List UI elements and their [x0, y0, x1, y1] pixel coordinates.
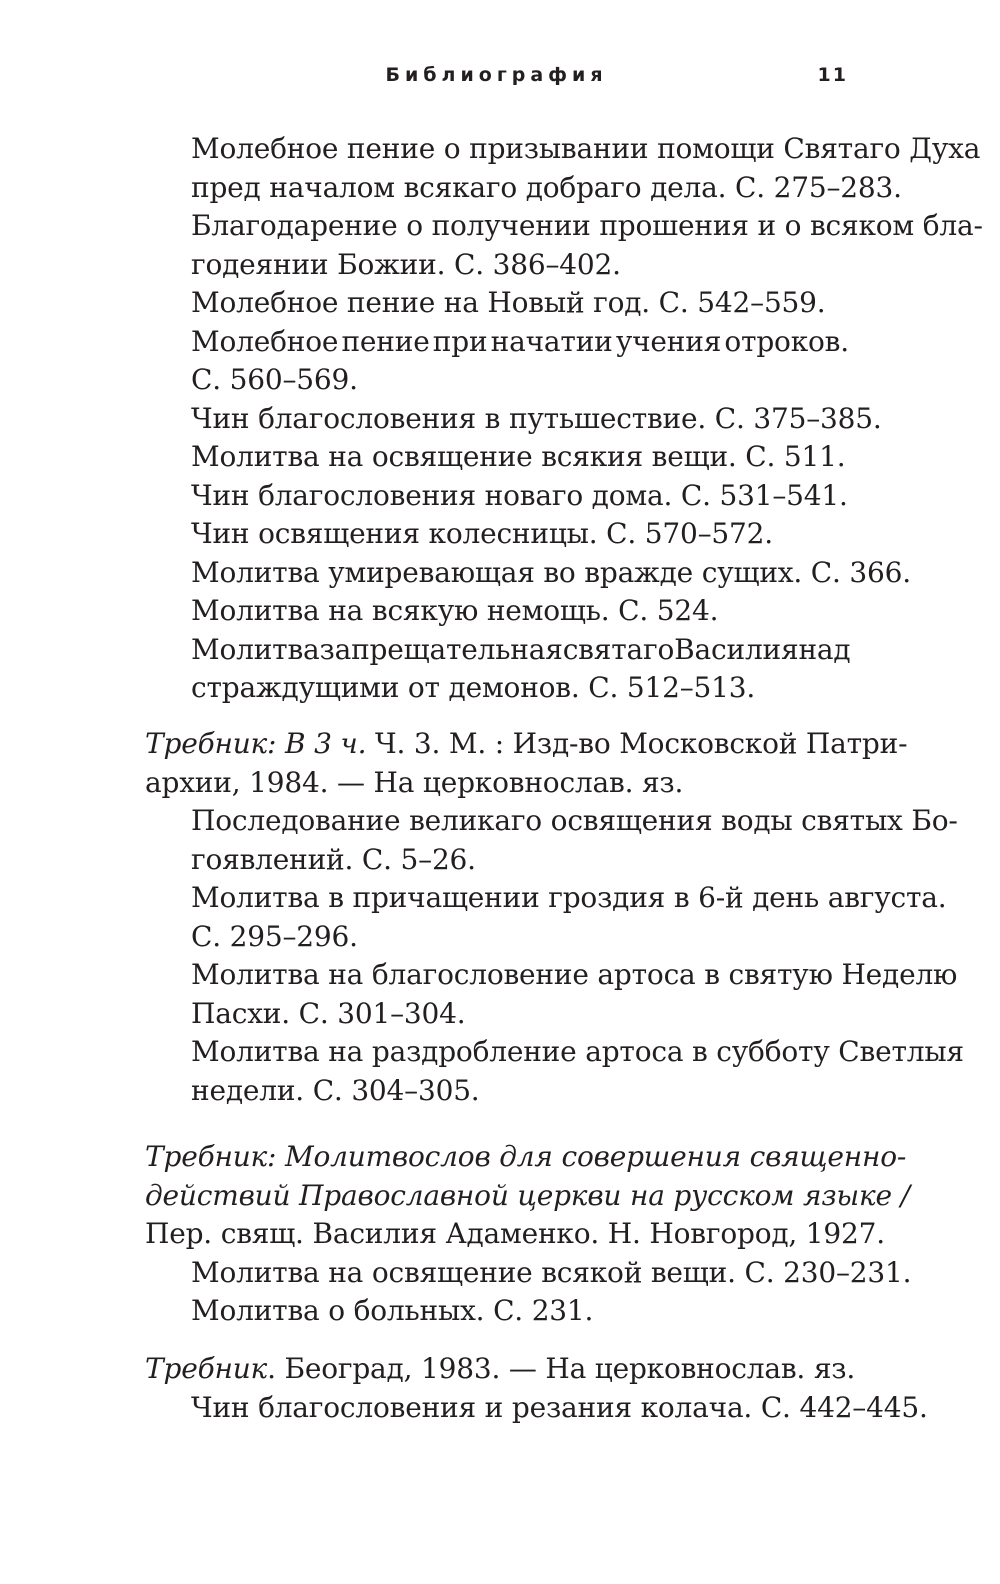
page-number: 11 — [817, 64, 848, 86]
word: учения — [615, 324, 722, 358]
list-item: страждущими от демонов. С. 512–513. — [191, 671, 756, 704]
list-item: Молитва на раздробление артоса в субботу Светлыя — [191, 1035, 964, 1068]
list-item: Молитва на освящение всякия вещи. С. 511. — [191, 440, 846, 473]
list-item: Чин освящения колесницы. С. 570–572. — [191, 517, 773, 550]
list-item: Последование великаго освящения воды святых Бо- — [191, 804, 958, 837]
word: Молебное — [191, 324, 339, 358]
list-item-justified — [145, 631, 849, 670]
bibliography-entry-beograd — [145, 1350, 928, 1427]
bibliography-entry-trebnik-3 — [145, 725, 964, 1110]
word: над — [798, 632, 851, 666]
page-header — [145, 64, 848, 100]
entry-title-rest: Ч. 3. М. : Изд-во Московской Патри- — [366, 727, 908, 760]
list-item: С. 560–569. — [191, 363, 358, 396]
list-item: Молебное пение о призывании помощи Святаго Духа — [191, 132, 981, 165]
list-item: годеянии Божии. С. 386–402. — [191, 247, 621, 281]
list-item: пред началом всякаго добраго дела. С. 275–283. — [191, 170, 902, 204]
list-item-justified — [145, 323, 849, 362]
entry-title: Требник: Молитвослов для совершения священно- — [145, 1140, 907, 1173]
word: при — [432, 324, 488, 358]
list-item: гоявлений. С. 5–26. — [191, 842, 476, 876]
list-item: Молебное пение на Новый год. С. 542–559. — [191, 286, 826, 319]
list-item: Чин благословения и резания колача. С. 442–445. — [191, 1390, 928, 1424]
entry-title-continued: действий Православной церкви на русском языке / — [145, 1178, 910, 1212]
list-item: С. 295–296. — [191, 919, 358, 953]
word: начатии — [490, 324, 613, 358]
entry-title-italic: Требник — [145, 1352, 268, 1385]
list-item: Пасхи. С. 301–304. — [191, 996, 466, 1030]
list-item: Молитва в причащении гроздия в 6-й день августа. — [191, 881, 947, 914]
entry-title-rest: . Београд, 1983. — На церковнослав. яз. — [267, 1352, 856, 1385]
word: пение — [341, 324, 430, 358]
list-item: Молитва о больных. С. 231. — [191, 1294, 594, 1327]
list-item: Молитва умиревающая во вражде сущих. С. 366. — [191, 555, 911, 589]
bibliography-continued-list — [145, 130, 983, 708]
entry-publication-info: Пер. свящ. Василия Адаменко. Н. Новгород, 1927. — [145, 1217, 885, 1250]
word: запрещательная — [319, 632, 563, 666]
entry-title-continued: архии, 1984. — На церковнослав. яз. — [145, 765, 684, 799]
list-item: Чин благословения в путьшествие. С. 375–385. — [191, 401, 882, 435]
bibliography-entry-molitvoslov — [145, 1138, 912, 1331]
list-item: Молитва на благословение артоса в святую Неделю — [191, 958, 958, 991]
list-item: недели. С. 304–305. — [191, 1073, 480, 1107]
entry-title — [145, 1350, 856, 1389]
word: Молитва — [191, 632, 320, 666]
entry-title-italic: Требник: В 3 ч. — [145, 727, 367, 760]
word: отроков. — [724, 324, 849, 358]
running-title: Библиография — [385, 64, 608, 86]
word: святаго — [562, 632, 675, 666]
word: Василия — [674, 632, 799, 666]
list-item: Чин благословения новаго дома. С. 531–541. — [191, 478, 848, 512]
list-item: Благодарение о получении прошения и о всяком бла- — [191, 209, 983, 242]
list-item: Молитва на освящение всякой вещи. С. 230–231. — [191, 1255, 912, 1289]
entry-title — [145, 725, 908, 764]
list-item: Молитва на всякую немощь. С. 524. — [191, 594, 719, 627]
